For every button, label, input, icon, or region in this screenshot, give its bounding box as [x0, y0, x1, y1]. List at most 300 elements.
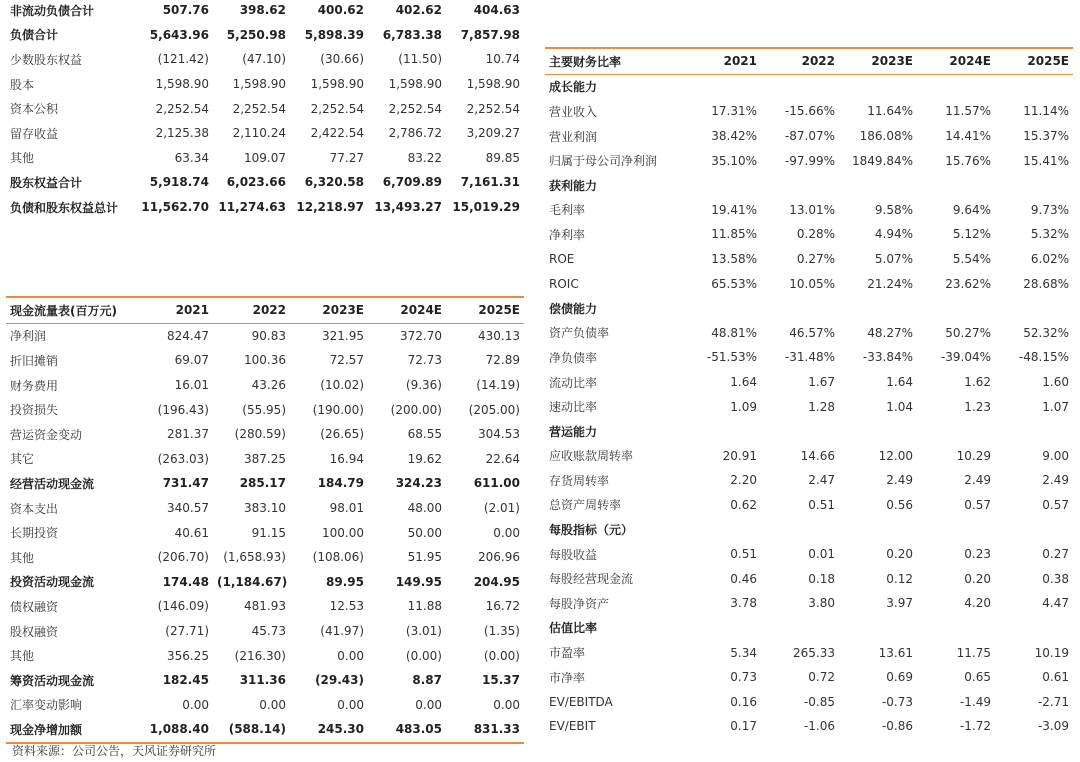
row-value: 12.53: [329, 599, 364, 614]
row-value: 1,088.40: [136, 717, 213, 743]
row-value: 11.57%: [945, 104, 991, 119]
row-value: (1,658.93): [223, 550, 286, 565]
row-value: 65.53%: [711, 276, 757, 291]
row-label: 资本公积: [10, 102, 59, 117]
row-value: (588.14): [213, 717, 290, 743]
row-value: 430.13: [478, 328, 520, 343]
row-value: (0.00): [405, 648, 442, 663]
table-row: [545, 714, 1073, 739]
cashflow-year-2025e: 2025E: [446, 297, 524, 323]
table-row: [6, 422, 524, 447]
ratio-year-2024e: 2024E: [917, 48, 995, 74]
row-value: [917, 517, 995, 542]
row-value: 0.46: [730, 571, 757, 586]
row-value: [761, 173, 839, 198]
table-row: [6, 594, 524, 619]
row-value: 2,252.54: [388, 101, 442, 116]
table-row: [545, 370, 1073, 395]
row-label: 投资损失: [10, 403, 59, 418]
row-value: (2.01): [483, 501, 520, 516]
row-label: 每股指标（元）: [549, 523, 634, 538]
row-value: 6,709.89: [382, 175, 442, 190]
row-label: 经营活动现金流: [10, 476, 95, 491]
row-label: 毛利率: [549, 203, 586, 218]
table-row: [6, 570, 524, 595]
row-value: 14.66: [800, 448, 835, 463]
row-value: 481.93: [244, 599, 286, 614]
cashflow-body: [6, 323, 524, 743]
table-row: [545, 394, 1073, 419]
row-value: -15.66%: [784, 104, 835, 119]
row-value: 5.12%: [952, 227, 991, 242]
row-label: 应收账款周转率: [549, 449, 634, 464]
table-row: [545, 419, 1073, 444]
row-label: EV/EBITDA: [549, 694, 613, 709]
row-label: 营业收入: [549, 104, 598, 119]
row-value: 3,209.27: [466, 126, 520, 141]
row-value: -97.99%: [784, 153, 835, 168]
row-value: 15.76%: [945, 153, 991, 168]
row-value: [761, 296, 839, 321]
table-row: [6, 170, 524, 195]
row-label: 留存收益: [10, 126, 59, 141]
table-row: [6, 496, 524, 521]
row-label: 财务费用: [10, 378, 59, 393]
row-value: -0.86: [881, 719, 913, 734]
row-value: 2,252.54: [155, 101, 209, 116]
table-row: [545, 222, 1073, 247]
row-value: (26.65): [320, 427, 364, 442]
row-label: 非流动负债合计: [10, 3, 95, 18]
row-value: 1,598.90: [232, 77, 286, 92]
row-value: 10.29: [956, 448, 991, 463]
row-value: 1.28: [808, 399, 835, 414]
row-value: (1,184.67): [217, 574, 288, 589]
row-value: (14.19): [476, 378, 520, 393]
row-value: 63.34: [174, 150, 209, 165]
row-label: 其它: [10, 452, 35, 467]
cashflow-year-2024e: 2024E: [368, 297, 446, 323]
row-value: -39.04%: [940, 350, 991, 365]
row-value: [839, 419, 917, 444]
row-value: 91.15: [251, 525, 286, 540]
row-value: -2.71: [1037, 694, 1069, 709]
row-value: [683, 419, 761, 444]
row-value: 5.34: [730, 645, 757, 660]
row-value: 383.10: [244, 501, 286, 516]
row-value: 206.96: [478, 550, 520, 565]
row-value: (47.10): [242, 52, 286, 67]
ratio-year-2022: 2022: [761, 48, 839, 74]
cashflow-header-row: [6, 297, 524, 323]
table-row: [545, 296, 1073, 321]
row-value: 0.69: [886, 670, 913, 685]
table-row: [6, 23, 524, 48]
row-value: 0.73: [730, 670, 757, 685]
row-value: 1.09: [730, 399, 757, 414]
table-row: [6, 0, 524, 23]
table-row: [6, 447, 524, 472]
row-value: [761, 74, 839, 99]
row-value: 1.67: [808, 375, 835, 390]
row-value: [995, 616, 1073, 641]
row-value: -51.53%: [706, 350, 757, 365]
table-row: [545, 665, 1073, 690]
row-value: -87.07%: [784, 129, 835, 144]
row-value: 21.24%: [867, 276, 913, 291]
row-label: 其他: [10, 649, 35, 664]
row-value: 0.27: [1042, 547, 1069, 562]
source-note: 资料来源：公司公告，天风证券研究所: [12, 744, 217, 758]
row-value: -0.85: [803, 694, 835, 709]
row-value: 11.88: [407, 599, 442, 614]
row-value: 0.00: [415, 697, 442, 712]
row-label: 归属于母公司净利润: [549, 154, 658, 169]
row-value: 0.51: [808, 497, 835, 512]
row-value: 43.26: [251, 378, 286, 393]
row-value: 611.00: [473, 476, 520, 491]
row-value: 4.20: [964, 596, 991, 611]
row-value: 1.23: [964, 399, 991, 414]
row-value: 35.10%: [711, 153, 757, 168]
row-value: 1.64: [730, 375, 757, 390]
row-value: [761, 616, 839, 641]
row-value: (200.00): [390, 402, 442, 417]
row-value: 51.95: [407, 550, 442, 565]
row-value: 1.62: [964, 375, 991, 390]
row-label: 成长能力: [549, 80, 598, 95]
row-value: 4.94%: [874, 227, 913, 242]
row-value: 184.79: [317, 476, 364, 491]
row-value: 1.04: [886, 399, 913, 414]
row-value: 0.00: [182, 697, 209, 712]
row-value: 89.95: [326, 574, 364, 589]
row-value: 11.75: [956, 645, 991, 660]
row-label: 债权融资: [10, 599, 59, 614]
row-label: 净利率: [549, 227, 586, 242]
row-value: 5.32%: [1030, 227, 1069, 242]
row-value: [683, 616, 761, 641]
table-row: [6, 717, 524, 743]
row-label: 速动比率: [549, 400, 598, 415]
row-value: (216.30): [234, 648, 286, 663]
row-value: -3.09: [1037, 719, 1069, 734]
row-value: 11.64%: [867, 104, 913, 119]
table-row: [6, 643, 524, 668]
table-row: [545, 124, 1073, 149]
row-value: 387.25: [244, 451, 286, 466]
ratio-title: 主要财务比率: [545, 48, 683, 74]
row-value: 0.20: [886, 547, 913, 562]
row-value: (206.70): [157, 550, 209, 565]
row-value: 10.05%: [789, 276, 835, 291]
row-value: 2,125.38: [155, 126, 209, 141]
row-value: -48.15%: [1018, 350, 1069, 365]
row-value: 98.01: [329, 501, 364, 516]
row-label: 存货周转率: [549, 473, 610, 488]
row-value: (11.50): [398, 52, 442, 67]
row-value: 40.61: [174, 525, 209, 540]
table-row: [6, 323, 524, 348]
row-value: 48.00: [407, 501, 442, 516]
row-value: 483.05: [368, 717, 446, 743]
row-value: 204.95: [473, 574, 520, 589]
row-value: 6,320.58: [304, 175, 364, 190]
row-value: 3.78: [730, 596, 757, 611]
row-value: (190.00): [312, 402, 364, 417]
table-row: [545, 566, 1073, 591]
ratio-table: [545, 47, 1073, 739]
row-label: ROE: [549, 252, 575, 267]
row-value: (0.00): [483, 648, 520, 663]
row-value: 6.02%: [1030, 252, 1069, 267]
row-label: 净利润: [10, 329, 47, 344]
table-row: [545, 542, 1073, 567]
row-value: 9.00: [1042, 448, 1069, 463]
row-value: 68.55: [407, 427, 442, 442]
row-value: 11.14%: [1023, 104, 1069, 119]
row-value: 13,493.27: [374, 200, 442, 215]
table-row: [545, 148, 1073, 173]
row-label: 其他: [10, 550, 35, 565]
balance-sheet-body: [6, 0, 524, 219]
table-row: [6, 520, 524, 545]
row-value: 13.01%: [789, 202, 835, 217]
cashflow-year-2023e: 2023E: [290, 297, 368, 323]
row-value: 11,562.70: [141, 200, 209, 215]
row-value: 311.36: [239, 673, 286, 688]
row-value: 28.68%: [1023, 276, 1069, 291]
row-value: 2.49: [964, 473, 991, 488]
row-value: 304.53: [478, 427, 520, 442]
row-value: 182.45: [162, 673, 209, 688]
row-value: 1.07: [1042, 399, 1069, 414]
row-value: 285.17: [239, 476, 286, 491]
row-value: 0.28%: [796, 227, 835, 242]
row-value: 0.00: [337, 697, 364, 712]
row-value: (30.66): [320, 52, 364, 67]
row-value: 1849.84%: [851, 153, 913, 168]
row-value: 45.73: [251, 624, 286, 639]
cashflow-title: 现金流量表(百万元): [6, 297, 136, 323]
row-value: [839, 296, 917, 321]
row-value: -1.06: [803, 719, 835, 734]
table-row: [545, 517, 1073, 542]
row-value: 1.60: [1042, 375, 1069, 390]
row-value: 265.33: [793, 645, 835, 660]
table-row: [545, 493, 1073, 518]
table-row: [6, 146, 524, 171]
table-row: [6, 397, 524, 422]
row-value: 0.18: [808, 571, 835, 586]
row-value: 72.73: [407, 353, 442, 368]
row-value: 149.95: [395, 574, 442, 589]
table-row: [545, 444, 1073, 469]
row-value: [995, 296, 1073, 321]
row-value: 0.65: [964, 670, 991, 685]
table-row: [545, 591, 1073, 616]
row-value: (205.00): [468, 402, 520, 417]
row-value: 109.07: [244, 150, 286, 165]
row-label: 总资产周转率: [549, 498, 622, 513]
row-value: 281.37: [167, 427, 209, 442]
row-label: 长期投资: [10, 526, 59, 541]
row-value: (1.35): [483, 624, 520, 639]
row-value: [995, 517, 1073, 542]
row-value: 16.94: [329, 451, 364, 466]
row-value: 0.12: [886, 571, 913, 586]
row-value: 0.01: [808, 547, 835, 562]
row-value: 5,918.74: [149, 175, 209, 190]
row-value: [917, 296, 995, 321]
row-value: 0.17: [730, 719, 757, 734]
table-row: [545, 616, 1073, 641]
row-value: 12,218.97: [296, 200, 364, 215]
ratio-year-2021: 2021: [683, 48, 761, 74]
row-value: 2.47: [808, 473, 835, 488]
row-value: 14.41%: [945, 129, 991, 144]
row-value: 13.58%: [711, 252, 757, 267]
table-row: [545, 640, 1073, 665]
row-value: (3.01): [405, 624, 442, 639]
row-value: 5,250.98: [226, 27, 286, 42]
row-value: 824.47: [167, 328, 209, 343]
row-value: 15.37%: [1023, 129, 1069, 144]
ratio-header-row: [545, 48, 1073, 74]
ratio-year-2025e: 2025E: [995, 48, 1073, 74]
row-value: 0.00: [493, 697, 520, 712]
row-value: 13.61: [878, 645, 913, 660]
row-label: 净负债率: [549, 350, 598, 365]
row-value: 3.80: [808, 596, 835, 611]
row-value: 89.85: [485, 150, 520, 165]
row-value: 2.20: [730, 473, 757, 488]
row-value: 3.97: [886, 596, 913, 611]
row-value: [995, 74, 1073, 99]
row-value: 0.72: [808, 670, 835, 685]
row-value: [761, 517, 839, 542]
row-value: 2,252.54: [310, 101, 364, 116]
row-value: (41.97): [320, 624, 364, 639]
row-label: 资本支出: [10, 501, 59, 516]
row-label: 估值比率: [549, 621, 598, 636]
row-value: 0.23: [964, 547, 991, 562]
row-value: 20.91: [722, 448, 757, 463]
row-value: 831.33: [446, 717, 524, 743]
table-row: [545, 689, 1073, 714]
row-value: [761, 419, 839, 444]
row-value: 2.49: [1042, 473, 1069, 488]
row-value: 0.62: [730, 497, 757, 512]
row-label: 筹资活动现金流: [10, 673, 95, 688]
row-value: (10.02): [320, 378, 364, 393]
row-value: 10.19: [1034, 645, 1069, 660]
row-value: 2,110.24: [232, 126, 286, 141]
row-label: 股权融资: [10, 624, 59, 639]
row-value: 5.07%: [874, 252, 913, 267]
cashflow-year-2021: 2021: [136, 297, 213, 323]
row-value: 1,598.90: [466, 77, 520, 92]
row-value: 19.62: [407, 451, 442, 466]
row-value: 731.47: [162, 476, 209, 491]
row-value: (280.59): [234, 427, 286, 442]
row-value: 1,598.90: [155, 77, 209, 92]
row-value: -1.49: [959, 694, 991, 709]
row-value: [683, 296, 761, 321]
row-value: 402.62: [395, 3, 442, 18]
table-row: [6, 72, 524, 97]
row-label: 负债合计: [10, 28, 59, 43]
row-label: 资产负债率: [549, 326, 610, 341]
table-row: [545, 99, 1073, 124]
row-value: 0.16: [730, 694, 757, 709]
row-value: 10.74: [485, 52, 520, 67]
table-row: [6, 195, 524, 220]
row-value: [839, 616, 917, 641]
row-label: 营运能力: [549, 424, 598, 439]
row-value: 174.48: [162, 574, 209, 589]
row-value: 5,643.96: [149, 27, 209, 42]
row-value: 2,252.54: [232, 101, 286, 116]
row-value: 15.37: [482, 673, 520, 688]
cashflow-year-2022: 2022: [213, 297, 290, 323]
row-value: 5.54%: [952, 252, 991, 267]
row-label: ROIC: [549, 276, 579, 291]
row-value: 100.00: [322, 525, 364, 540]
row-label: 投资活动现金流: [10, 575, 95, 590]
row-value: 324.23: [395, 476, 442, 491]
table-row: [545, 271, 1073, 296]
row-value: (27.71): [165, 624, 209, 639]
row-value: 15,019.29: [452, 200, 520, 215]
row-value: 372.70: [400, 328, 442, 343]
row-value: 72.57: [329, 353, 364, 368]
row-value: (29.43): [315, 673, 364, 688]
row-value: [917, 173, 995, 198]
row-value: [683, 517, 761, 542]
row-value: 52.32%: [1023, 325, 1069, 340]
row-value: 0.51: [730, 547, 757, 562]
row-value: (108.06): [312, 550, 364, 565]
row-value: 356.25: [167, 648, 209, 663]
row-value: 11,274.63: [218, 200, 286, 215]
row-value: (263.03): [157, 451, 209, 466]
row-value: [839, 173, 917, 198]
row-value: 0.00: [337, 648, 364, 663]
row-label: 市净率: [549, 670, 586, 685]
row-value: 0.56: [886, 497, 913, 512]
row-value: 50.27%: [945, 325, 991, 340]
row-label: 营运资金变动: [10, 427, 83, 442]
row-value: 9.64%: [952, 202, 991, 217]
row-value: 321.95: [322, 328, 364, 343]
row-value: (9.36): [405, 378, 442, 393]
row-value: 100.36: [244, 353, 286, 368]
row-value: 1.64: [886, 375, 913, 390]
row-label: 其他: [10, 151, 35, 166]
table-row: [545, 468, 1073, 493]
table-row: [6, 545, 524, 570]
row-label: 少数股东权益: [10, 52, 83, 67]
row-value: 9.58%: [874, 202, 913, 217]
row-value: 17.31%: [711, 104, 757, 119]
row-label: 每股收益: [549, 547, 598, 562]
row-value: [917, 616, 995, 641]
table-row: [6, 373, 524, 398]
row-value: 0.61: [1042, 670, 1069, 685]
table-row: [545, 247, 1073, 272]
row-value: [917, 74, 995, 99]
